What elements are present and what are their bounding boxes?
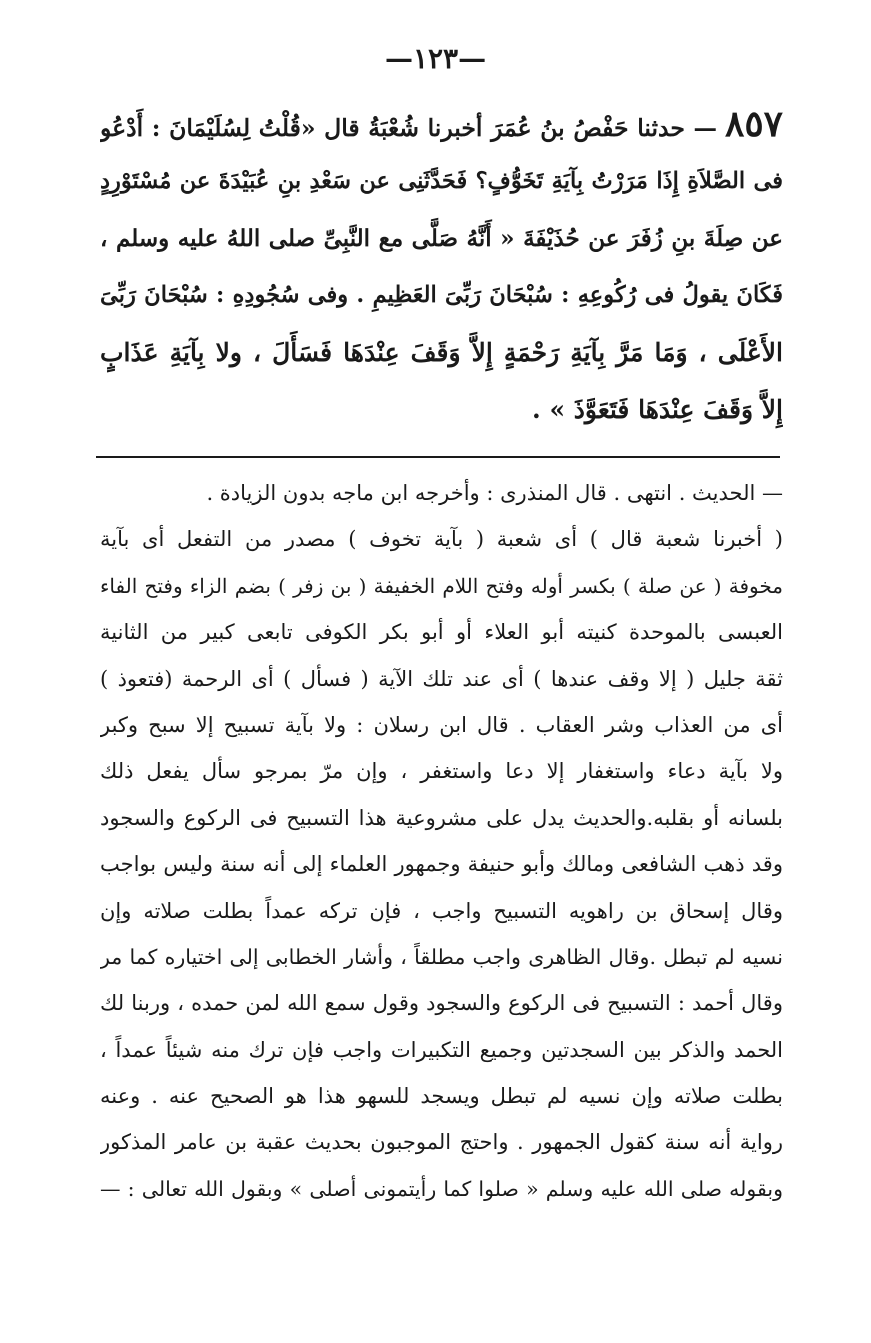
commentary-line: ( أخبرنا شعبة قال ) أى شعبة ( بآية تخوف ) مصدر من التفعل أى بآية <box>100 527 783 552</box>
commentary-line: وبقوله صلى الله عليه وسلم « صلوا كما رأيتمونى أصلى » وبقول الله تعالى : — <box>100 1176 783 1201</box>
commentary-line: أى من العذاب وشر العقاب . قال ابن رسلان : ولا بآية تسبيح إلا سبح وكبر <box>100 712 783 737</box>
hadith-line: فَكَانَ يقولُ فى رُكُوعِهِ : سُبْحَانَ رَبِّىَ العَظِيمِ . وفى سُجُودِهِ : سُبْحَانَ رَبِّىَ <box>100 282 783 308</box>
commentary-line: ولا بآية دعاء واستغفار إلا دعا واستغفر ، وإن مرّ بمرجو سأل يفعل ذلك <box>100 759 783 784</box>
hadith-line: فى الصَّلاَةِ إِذَا مَرَرْتُ بِآيَةِ تَخَوُّفٍ؟ فَحَدَّثَنِى عن سَعْدِ بنِ عُبَيْدَةَ عن مُسْتَوْرِدٍ <box>100 168 783 194</box>
hadith-line: الأَعْلَى ، وَمَا مَرَّ بِآيَةِ رَحْمَةٍ إِلاَّ وَقَفَ عِنْدَهَا فَسَأَلَ ، ولا بِآيَةِ عَذَابٍ <box>100 338 783 367</box>
commentary-line: نسيه لم تبطل .وقال الظاهرى واجب مطلقاً ، وأشار الخطابى إلى اختياره كما مر <box>100 944 783 969</box>
commentary-line: وقد ذهب الشافعى ومالك وأبو حنيفة وجمهور العلماء إلى أنه سنة وليس بواجب <box>100 852 783 877</box>
page-number: —١٢٣— <box>384 42 487 75</box>
commentary-line: ثقة جليل ( إلا وقف عندها ) أى عند تلك الآية ( فسأل ) أى الرحمة (فتعوذ ) <box>100 666 783 691</box>
section-divider <box>96 456 780 458</box>
commentary-line: الحمد والذكر بين السجدتين وجميع التكبيرات واجب فإن ترك منه شيئاً عمداً ، <box>100 1037 783 1062</box>
commentary-text <box>100 470 783 1212</box>
hadith-text <box>100 96 783 438</box>
commentary-line: وقال إسحاق بن راهويه التسبيح واجب ، فإن تركه عمداً بطلت صلاته وإن <box>100 898 783 923</box>
commentary-line: رواية أنه سنة كقول الجمهور . واحتج الموجبون بحديث عقبة بن عامر المذكور <box>100 1130 783 1155</box>
commentary-line: وقال أحمد : التسبيح فى الركوع والسجود وقول سمع الله لمن حمده ، وربنا لك <box>100 991 783 1016</box>
commentary-line: بلسانه أو بقلبه.والحديث يدل على مشروعية هذا التسبيح فى الركوع والسجود <box>100 805 783 830</box>
commentary-line: بطلت صلاته وإن نسيه لم تبطل ويسجد للسهو هذا هو الصحيح عنه . وعنه <box>100 1084 783 1109</box>
hadith-number: ٨٥٧ <box>724 103 783 145</box>
hadith-line: إِلاَّ وَقَفَ عِنْدَهَا فَتَعَوَّذَ » . <box>532 395 783 424</box>
hadith-line <box>100 96 783 153</box>
commentary-line: العبسى بالموحدة كنيته أبو العلاء أو أبو بكر الكوفى تابعى كبير من الثانية <box>100 620 783 645</box>
hadith-line-text: — حدثنا حَفْصُ بنُ عُمَرَ أخبرنا شُعْبَةُ قال «قُلْتُ لِسُلَيْمَانَ : أَدْعُو <box>100 114 717 142</box>
commentary-line: — الحديث . انتهى . قال المنذرى : وأخرجه ابن ماجه بدون الزيادة . <box>206 481 783 505</box>
hadith-line: عن صِلَةَ بنِ زُفَرَ عن حُذَيْفَةَ « أَنَّهُ صَلَّى مع النَّبِىِّ صلى اللهُ عليه وسلم ، <box>100 225 783 252</box>
commentary-line: مخوفة ( عن صلة ) بكسر أوله وفتح اللام الخفيفة ( بن زفر ) بضم الزاء وفتح الفاء <box>100 573 783 598</box>
